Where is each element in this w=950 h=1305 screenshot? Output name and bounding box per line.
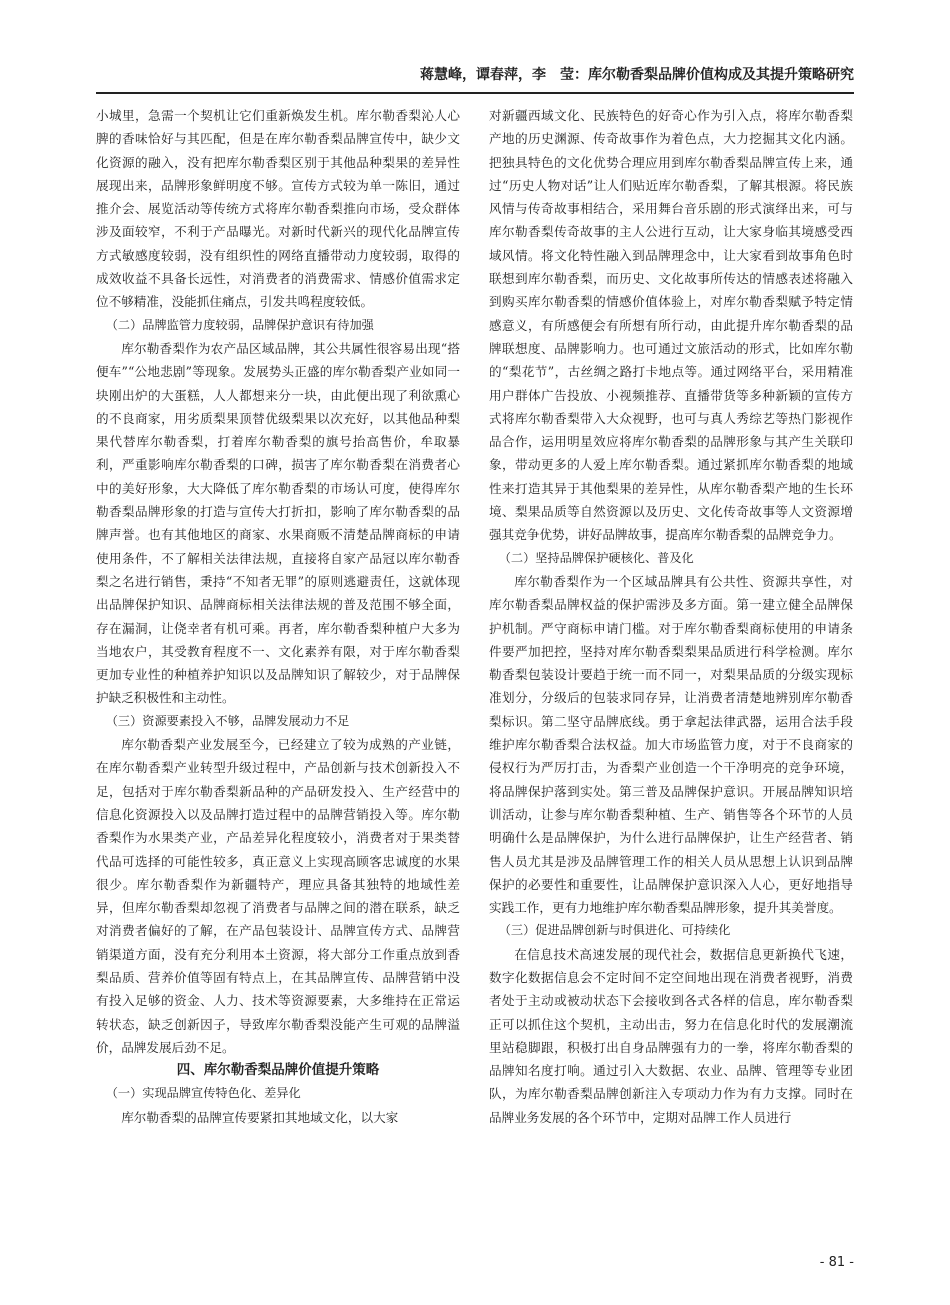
paragraph: 库尔勒香梨作为一个区域品牌具有公共性、资源共享性，对库尔勒香梨品牌权益的保护需涉及多方面。第一建立健全品牌保护机制。严守商标申请门槛。对于库尔勒香梨商标使用的申请条件要严加把控，坚持对库尔勒香梨梨果品质进行科学检测。库尔勒香梨包装设计要趋于统一而不同一，对梨果品质的分级实现标准划分，分级后的包装求同存异，让消费者清楚地辨别库尔勒香梨标识。第二坚守品牌底线。勇于拿起法律武器，运用合法手段维护库尔勒香梨合法权益。加大市场监管力度，对于不良商家的侵权行为严厉打击，为香梨产业创造一个干净明亮的竞争环境，将品牌保护落到实处。第三普及品牌保护意识。开展品牌知识培训活动，让参与库尔勒香梨种植、生产、销售等各个环节的人员明确什么是品牌保护，为什么进行品牌保护，让生产经营者、销售人员尤其是涉及品牌管理工作的相关人员从思想上认识到品牌保护的必要性和重要性，让品牌保护意识深入人心，更好地指导实践工作，更有力地维护库尔勒香梨品牌形象，提升其美誉度。: [489, 573, 853, 916]
paragraph: 小城里，急需一个契机让它们重新焕发生机。库尔勒香梨沁人心脾的香味恰好与其匹配，但是在库尔勒香梨品牌宣传中，缺少文化资源的融入，没有把库尔勒香梨区别于其他品种梨果的差异性展现出来，品牌形象鲜明度不够。宣传方式较为单一陈旧，通过推介会、展览活动等传统方式将库尔勒香梨推向市场，受众群体涉及面较窄，不利于产品曝光。对新时代新兴的现代化品牌宣传方式敏感度较弱，没有组织性的网络直播带动力度较弱，取得的成效收益不具备长远性，对消费者的消费需求、情感价值需求定位不够精准，没能抓住痛点，引发共鸣程度较低。: [96, 108, 460, 310]
subsection-heading: （二）品牌监管力度较弱，品牌保护意识有待加强: [105, 317, 374, 332]
right-column: [489, 104, 853, 1244]
paragraph: 库尔勒香梨的品牌宣传要紧扣其地域文化，以大家: [121, 1109, 399, 1125]
subsection-heading: （一）实现品牌宣传特色化、差异化: [105, 1086, 301, 1101]
page-number: - 81 -: [819, 1255, 854, 1270]
subsection-heading: （三）促进品牌创新与时俱进化、可持续化: [498, 923, 731, 938]
header-rule: [96, 92, 854, 94]
paragraph: 在信息技术高速发展的现代社会，数据信息更新换代飞速，数字化数据信息会不定时间不定空间地出现在消费者视野，消费者处于主动或被动状态下会接收到各式各样的信息，库尔勒香梨正可以抓住这个契机，主动出击，努力在信息化时代的发展潮流里站稳脚跟，积极打出自身品牌强有力的一拳，将库尔勒香梨的品牌知名度打响。通过引入大数据、农业、品牌、管理等专业团队，为库尔勒香梨品牌创新注入专项动力作为有力支撑。同时在品牌业务发展的各个环节中，定期对品牌工作人员进行: [489, 946, 853, 1125]
running-header: 蒋慧峰，谭春萍，李 莹：库尔勒香梨品牌价值构成及其提升策略研究: [420, 67, 854, 83]
subsection-heading: （二）坚持品牌保护硬核化、普及化: [498, 550, 694, 565]
subsection-heading: （三）资源要素投入不够，品牌发展动力不足: [105, 713, 350, 728]
paragraph: 库尔勒香梨作为农产品区域品牌，其公共属性很容易出现“搭便车”“公地悲剧”等现象。发展势头正盛的库尔勒香梨产业如同一块刚出炉的大蛋糕，人人都想来分一块，由此便出现了利欲熏心的不良商家，用劣质梨果顶替优级梨果以次充好，以其他品种梨果代替库尔勒香梨，打着库尔勒香梨的旗号抬高售价，牟取暴利，严重影响库尔勒香梨的口碑，损害了库尔勒香梨在消费者心中的美好形象，大大降低了库尔勒香梨的市场认可度，使得库尔勒香梨品牌形象的打造与宣传大打折扣，影响了库尔勒香梨的品牌声誉。也有其他地区的商家、水果商贩不清楚品牌商标的申请使用条件，不了解相关法律法规，直接将自家产品冠以库尔勒香梨之名进行销售，秉持“不知者无罪”的原则逃避责任，这就体现出品牌保护知识、品牌商标相关法律法规的普及范围不够全面，存在漏洞，让侥幸者有机可乘。再者，库尔勒香梨种植户大多为当地农户，其受教育程度不一、文化素养有限，对于库尔勒香梨更加专业性的种植养护知识以及品牌知识了解较少，对于品牌保护缺乏积极性和主动性。: [96, 340, 460, 706]
paragraph: 库尔勒香梨产业发展至今，已经建立了较为成熟的产业链，在库尔勒香梨产业转型升级过程中，产品创新与技术创新投入不足，包括对于库尔勒香梨新品种的产品研发投入、生产经营中的信息化资源投入以及品牌打造过程中的品牌营销投入等。库尔勒香梨作为水果类产业，产品差异化程度较小，消费者对于果类替代品可选择的可能性较多，真正意义上实现高顾客忠诚度的水果很少。库尔勒香梨作为新疆特产，理应具备其独特的地域性差异，但库尔勒香梨却忽视了消费者与品牌之间的潜在联系，缺乏对消费者偏好的了解，在产品包装设计、品牌宣传方式、品牌营销渠道方面，没有充分利用本土资源，将大部分工作重点放到香梨品质、营养价值等固有特点上，在其品牌宣传、品牌营销中没有投入足够的资金、人力、技术等资源要素，大多维持在正常运转状态，缺乏创新因子，导致库尔勒香梨没能产生可观的品牌溢价，品牌发展后劲不足。: [96, 737, 460, 1055]
section-heading: 四、库尔勒香梨品牌价值提升策略: [176, 1062, 380, 1079]
paragraph: 对新疆西域文化、民族特色的好奇心作为引入点，将库尔勒香梨产地的历史渊源、传奇故事作为着色点，大力挖掘其文化内涵。把独具特色的文化优势合理应用到库尔勒香梨品牌宣传上来，通过“历史人物对话”让人们贴近库尔勒香梨，了解其根源。将民族风情与传奇故事相结合，采用舞台音乐剧的形式演绎出来，可与库尔勒香梨传奇故事的主人公进行互动，让大家身临其境感受西域风情。将文化特性融入到品牌理念中，让大家看到故事角色时联想到库尔勒香梨，而历史、文化故事所传达的情感表述将融入到购买库尔勒香梨的情感价值体验上，对库尔勒香梨赋予特定情感意义，有所感便会有所想有所行动，由此提升库尔勒香梨的品牌联想度、品牌影响力。也可通过文旅活动的形式，比如库尔勒的“梨花节”，古丝绸之路打卡地点等。通过网络平台，采用精准用户群体广告投放、小视频推荐、直播带货等多种新颖的宣传方式将库尔勒香梨带入大众视野，也可与真人秀综艺等热门影视作品合作，运用明星效应将库尔勒香梨的品牌形象与其产生关联印象，带动更多的人爱上库尔勒香梨。通过紧抓库尔勒香梨的地域性来打造其异于其他梨果的差异性，从库尔勒香梨产地的生长环境、梨果品质等自然资源以及历史、文化传奇故事等人文资源增强其竞争优势，讲好品牌故事，提高库尔勒香梨的品牌竞争力。: [489, 108, 853, 543]
left-column: [96, 104, 460, 1244]
